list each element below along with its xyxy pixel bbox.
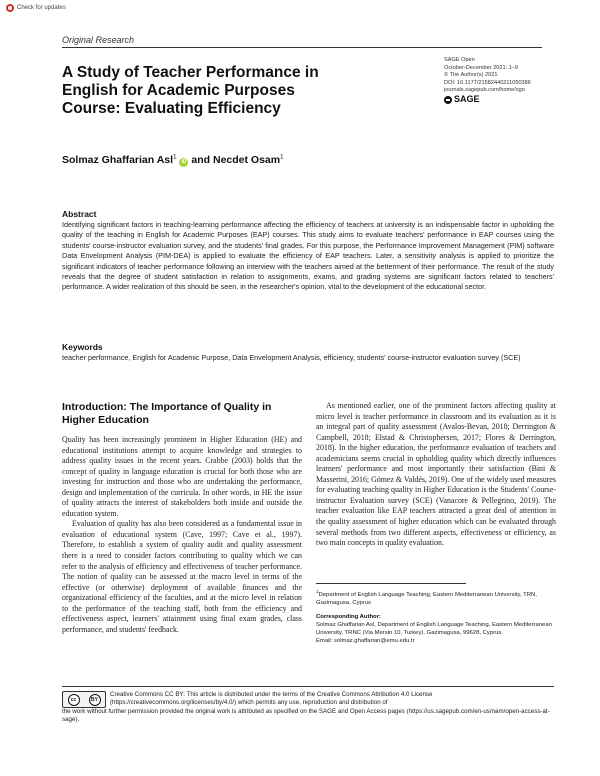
- corresponding-author-heading: Corresponding Author:: [316, 614, 381, 620]
- orcid-icon[interactable]: iD: [181, 159, 187, 165]
- header-divider: [62, 47, 542, 48]
- license-statement: Creative Commons CC BY: This article is distributed under the terms of the Creative Commons Attribution 4.0 License (https://creativecommons.org/licenses/by/4.0/) which permits any use, reproduction and distribution of: [110, 691, 433, 707]
- license-divider: [62, 686, 554, 687]
- body-column-right: [316, 401, 556, 549]
- keywords-list: teacher performance, English for Academic Purpose, Data Envelopment Analysis, efficiency, students' course-instructor evaluation survey (SCE): [62, 353, 521, 362]
- paper-title: A Study of Teacher Performance in English for Academic Purposes Course: Evaluating Efficiency: [62, 64, 319, 117]
- check-updates-icon: [6, 4, 14, 12]
- sage-logo-text: SAGE: [454, 94, 480, 105]
- author-first[interactable]: Solmaz Ghaffarian Asl$^1$: [62, 154, 177, 166]
- cc-icon: cc: [68, 694, 80, 706]
- cc-by-badge[interactable]: [62, 691, 106, 708]
- by-attribution-icon: BY: [89, 694, 101, 706]
- body-column-left: [62, 435, 302, 635]
- license-statement-continued: the work without further permission provided the original work is attributed as specified on the SAGE and Open Access pages (https://us.sagepub.com/en-us/nam/open-access-at-sage).: [62, 708, 550, 724]
- publication-info: [444, 57, 574, 104]
- author-second[interactable]: and Necdet Osam$^1$: [191, 154, 284, 166]
- journal-issue: October-December 2021: 1–9: [444, 64, 519, 71]
- author-affiliation: $^1$Department of English Language Teaching, Eastern Mediterranean University, TRN, Gazimagusa, Cyprus: [316, 589, 537, 606]
- sage-logo-icon: [444, 96, 452, 104]
- body-paragraph: As mentioned earlier, one of the prominent factors affecting quality at micro level is teacher performance in classroom and its evaluation as it is an integral part of quality assessment (Avalos-Bevan, 2018; Derrington & Campbell, 2018; Elstad & Christophersen, 2017; Flores & Derrington, 2018). In the higher education, the performance evaluation of teachers and academicians seems crucial in upholding quality which directly influences learners' performance and most importantly their satisfaction (Bini & Masserini, 2016; Gómez & Valdés, 2019). One of the widely used measures for evaluating teaching quality in Higher Education is the Students' Course-instructor Evaluation survey (SCE) (Vanacore & Pellegrino, 2019). The teacher evaluation like EAP teachers attracted a great deal of attention in the quality assessment of higher education which can be evaluated through several methods from two different aspects, effectiveness or efficiency, as two main concepts in quality evaluation.: [316, 401, 556, 548]
- journal-url[interactable]: journals.sagepub.com/home/sgo: [444, 87, 525, 94]
- check-updates-label: Check for updates: [17, 5, 66, 11]
- footnote-divider: [316, 583, 466, 584]
- body-paragraph: Quality has been increasingly prominent in Higher Education (HE) and educational institutions attempt to acquire knowledge and strategies to address quality issues in the recent years. Crabbe (2003) holds that the concept of quality in language education is crucial for both those who are investing for instruction and those who are undertaking the performance, design and implementation of the curricula. In other words, in HE the issue of quality attracts the interest of stakeholders both inside and outside the education system.: [62, 435, 302, 518]
- copyright: © The Author(s) 2021: [444, 72, 498, 79]
- corresponding-author-email[interactable]: Email: solmaz.ghaffarian@emu.edu.tr: [316, 638, 415, 644]
- abstract-heading: Abstract: [62, 209, 97, 219]
- article-type: Original Research: [62, 35, 135, 45]
- check-for-updates-badge[interactable]: [6, 4, 66, 12]
- author-list: [62, 154, 283, 167]
- keywords-heading: Keywords: [62, 342, 103, 352]
- doi-link[interactable]: DOI: 10.1177/21582440211050386: [444, 79, 531, 86]
- journal-name: SAGE Open: [444, 57, 475, 63]
- body-paragraph: Evaluation of quality has also been considered as a fundamental issue in evaluation of educational system (Cave, 1997; Cave et al., 1997). Therefore, to establish a system of quality audit and quality assessment there is a need to consider factors contributing to quality which we can refer to the analysis of efficiency and effectiveness of teacher performance. The notion of quality can be assessed at the macro level in terms of the effective (or otherwise) deployment of available finances and the organizational efficiency of the faculties, and at the micro level in relation to the performance of the teaching staff, both from the efficiency and effectiveness aspect, learners' attainment using final exam grades, class performance, and students' feedback.: [62, 519, 302, 634]
- corresponding-author-address: Solmaz Ghaffarian Asl, Department of English Language Teaching, Eastern Mediterranean University, TRNC (Via Mersin 10, Turkey), Gazimagusa, 99628, Cyprus.: [316, 622, 552, 636]
- sage-logo: [444, 96, 574, 104]
- section-heading-introduction: Introduction: The Importance of Quality in Higher Education: [62, 401, 272, 426]
- corresponding-author: [316, 613, 556, 645]
- abstract-body: Identifying significant factors in teaching-learning performance affecting the efficiency of teachers at university is an indispensable factor in upholding the quality of the teaching in English for Academic Purposes (EAP) courses. This study aims to evaluate teachers' performance in EAP courses using the students' course-instructor evaluation survey, and the students' final grades. For this purpose, the Performance Improvement Management (PIM) software Data Envelopment Analysis (PIM-DEA) is applied to evaluate the efficiency of EAP teachers. Later, a sensitivity analysis is applied to prioritize the significant indicators of teacher performance following an interview with the teachers aimed at the betterment of their performance. The result of the study reveals that the degree of student satisfaction in relation to assignments, exams, and grading systems are significant factors related to teachers' performance. A wider realization of this should be seen, in the researcher's opinion, vital to the development of the educational sector.: [62, 220, 554, 292]
